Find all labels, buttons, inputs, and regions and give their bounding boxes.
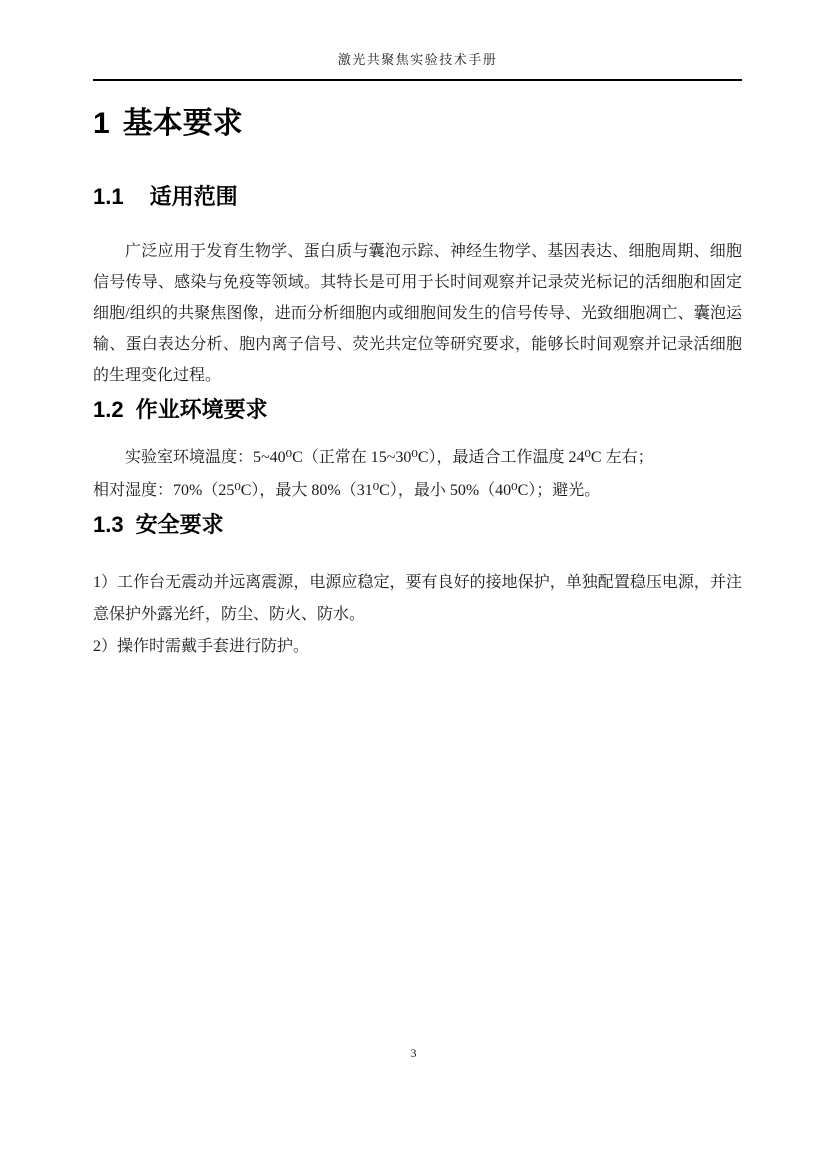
safety-item-2: 2）操作时需戴手套进行防护。 bbox=[93, 637, 310, 655]
section-1-1-paragraph: 广泛应用于发育生物学、蛋白质与囊泡示踪、神经生物学、基因表达、细胞周期、细胞信号传导、感染与免疫等领域。其特长是可用于长时间观察并记录荧光标记的活细胞和固定细胞/组织的共聚焦图像，进而分析细胞内或细胞间发生的信号传导、光致细胞凋亡、囊泡运输、蛋白表达分析、胞内离子信号、荧光共定位等研究要求，能够长时间观察并记录活细胞的生理变化过程。 bbox=[93, 242, 742, 384]
section-1-3-title: 安全要求 bbox=[135, 512, 224, 538]
page-header bbox=[93, 50, 742, 81]
header-title: 激光共聚焦实验技术手册 bbox=[337, 52, 498, 67]
safety-item-1: 1）工作台无震动并远离震源，电源应稳定，要有良好的接地保护，单独配置稳压电源，并注意保护外露光纤，防尘、防火、防水。 bbox=[93, 573, 742, 623]
chapter-number: 1 bbox=[93, 107, 110, 140]
page-number: 3 bbox=[410, 1046, 417, 1060]
section-1-2-title: 作业环境要求 bbox=[135, 396, 268, 422]
section-1-1-title: 适用范围 bbox=[149, 183, 238, 209]
section-heading-1-2 bbox=[93, 397, 742, 423]
chapter-title: 基本要求 bbox=[122, 107, 243, 140]
section-1-3-body bbox=[93, 567, 742, 663]
chapter-heading bbox=[93, 107, 742, 142]
environment-temperature-line: 实验室环境温度：5~40⁰C（正常在 15~30⁰C），最适合工作温度 24⁰C 左右； bbox=[125, 449, 654, 467]
section-heading-1-1 bbox=[93, 184, 742, 210]
section-1-1-number: 1.1 bbox=[93, 183, 124, 209]
page-footer bbox=[0, 1046, 827, 1061]
section-1-2-number: 1.2 bbox=[93, 396, 124, 422]
section-1-3-number: 1.3 bbox=[93, 512, 124, 538]
document-body bbox=[93, 107, 742, 663]
section-1-2-body bbox=[93, 441, 742, 507]
section-heading-1-3 bbox=[93, 512, 742, 538]
environment-humidity-line: 相对湿度：70%（25⁰C），最大 80%（31⁰C），最小 50%（40⁰C）；避光。 bbox=[93, 482, 601, 500]
